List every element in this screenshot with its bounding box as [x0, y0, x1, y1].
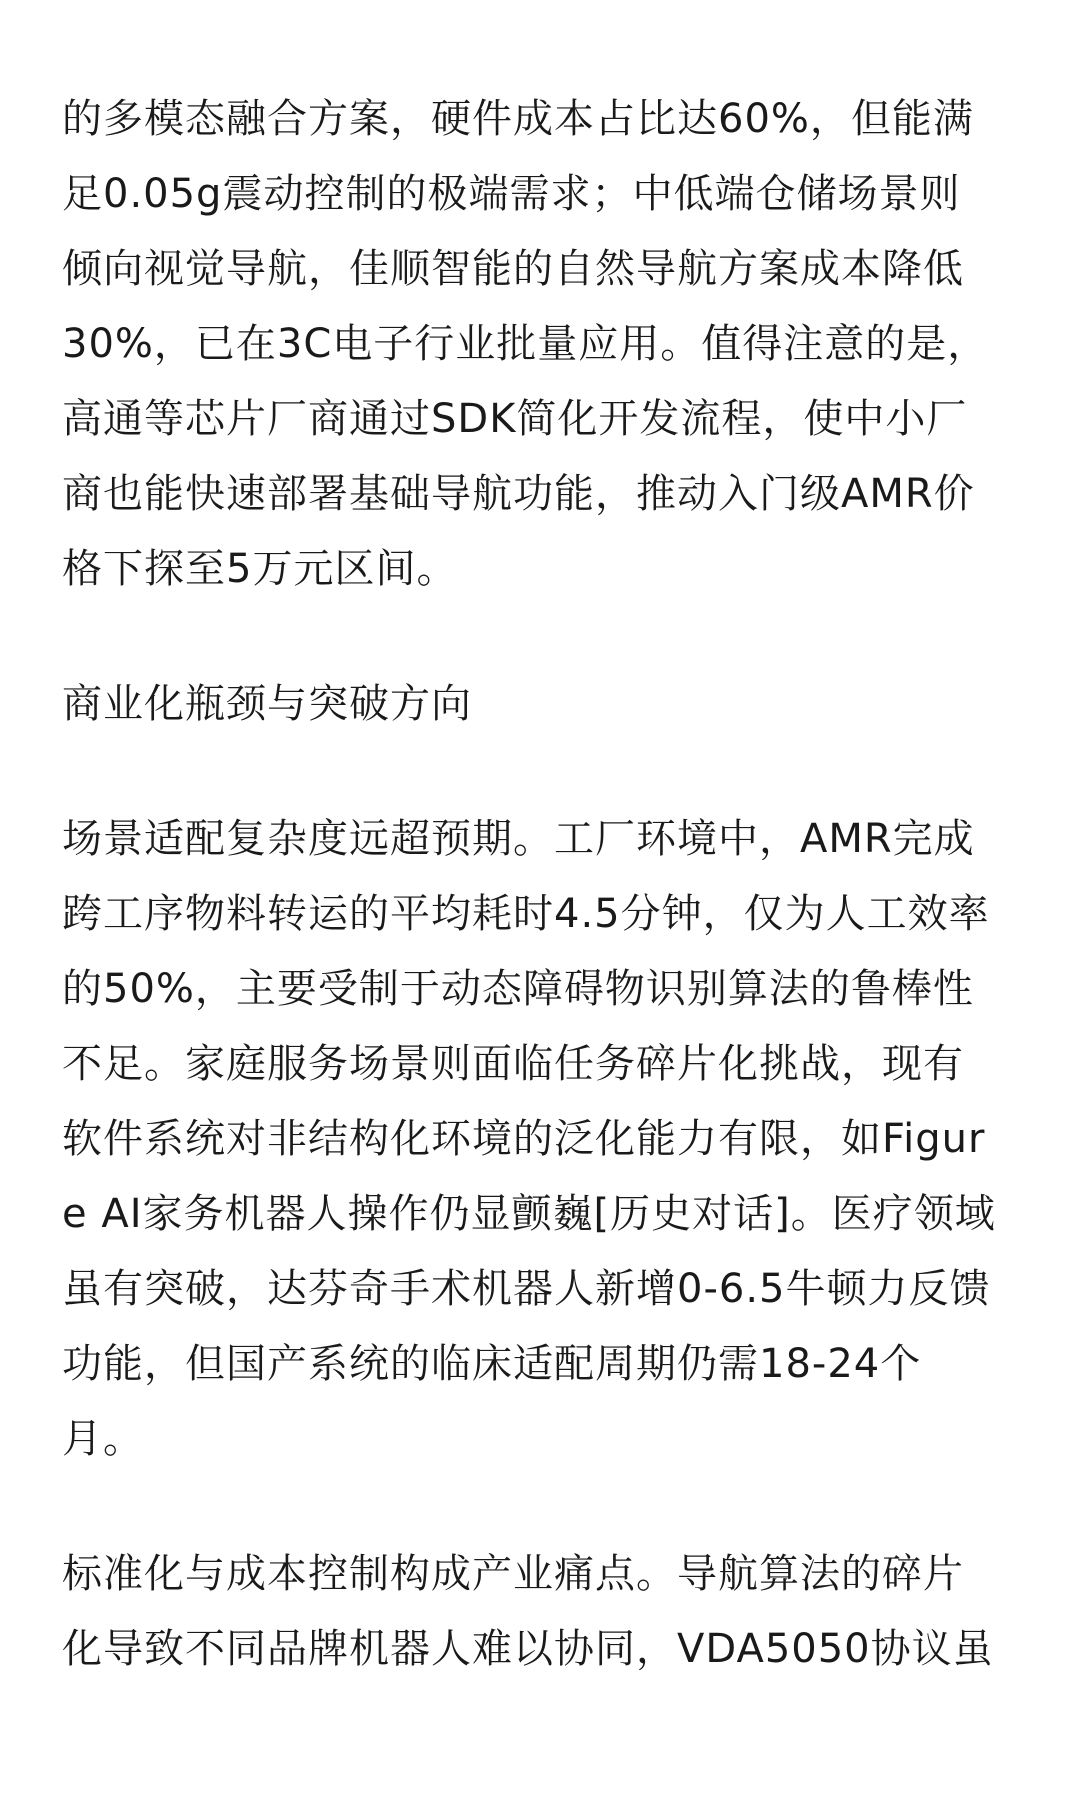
text-line: 月。 [62, 1416, 144, 1462]
text-line: 标准化与成本控制构成产业痛点。导航算法的碎片 [62, 1551, 964, 1597]
text-line: 场景适配复杂度远超预期。工厂环境中，AMR完成 [62, 816, 975, 862]
text-line: 化导致不同品牌机器人难以协同，VDA5050协议虽 [62, 1626, 994, 1672]
text-line: 跨工序物料转运的平均耗时4.5分钟，仅为人工效率 [62, 891, 990, 937]
text-line: 格下探至5万元区间。 [62, 546, 458, 592]
text-line: e AI家务机器人操作仍显颤巍[历史对话]。医疗领域 [62, 1191, 996, 1237]
text-line: 的多模态融合方案，硬件成本占比达60%，但能满 [62, 96, 974, 142]
text-line: 虽有突破，达芬奇手术机器人新增0-6.5牛顿力反馈 [62, 1266, 991, 1312]
paragraph-navigation-costs [62, 82, 1024, 607]
text-line: 倾向视觉导航，佳顺智能的自然导航方案成本降低 [62, 246, 964, 292]
text-line: 30%，已在3C电子行业批量应用。值得注意的是， [62, 321, 989, 367]
text-line: 足0.05g震动控制的极端需求；中低端仓储场景则 [62, 171, 961, 217]
text-line: 不足。家庭服务场景则面临任务碎片化挑战，现有 [62, 1041, 964, 1087]
text-line: 的50%，主要受制于动态障碍物识别算法的鲁棒性 [62, 966, 974, 1012]
text-line: 商也能快速部署基础导航功能，推动入门级AMR价 [62, 471, 975, 517]
paragraph-standardization [62, 1537, 1024, 1687]
text-line: 高通等芯片厂商通过SDK简化开发流程，使中小厂 [62, 396, 968, 442]
paragraph-scenario-complexity [62, 802, 1024, 1477]
text-line: 软件系统对非结构化环境的泛化能力有限，如Figur [62, 1116, 986, 1162]
text-line: 功能，但国产系统的临床适配周期仍需18-24个 [62, 1341, 922, 1387]
section-heading: 商业化瓶颈与突破方向 [62, 681, 472, 727]
